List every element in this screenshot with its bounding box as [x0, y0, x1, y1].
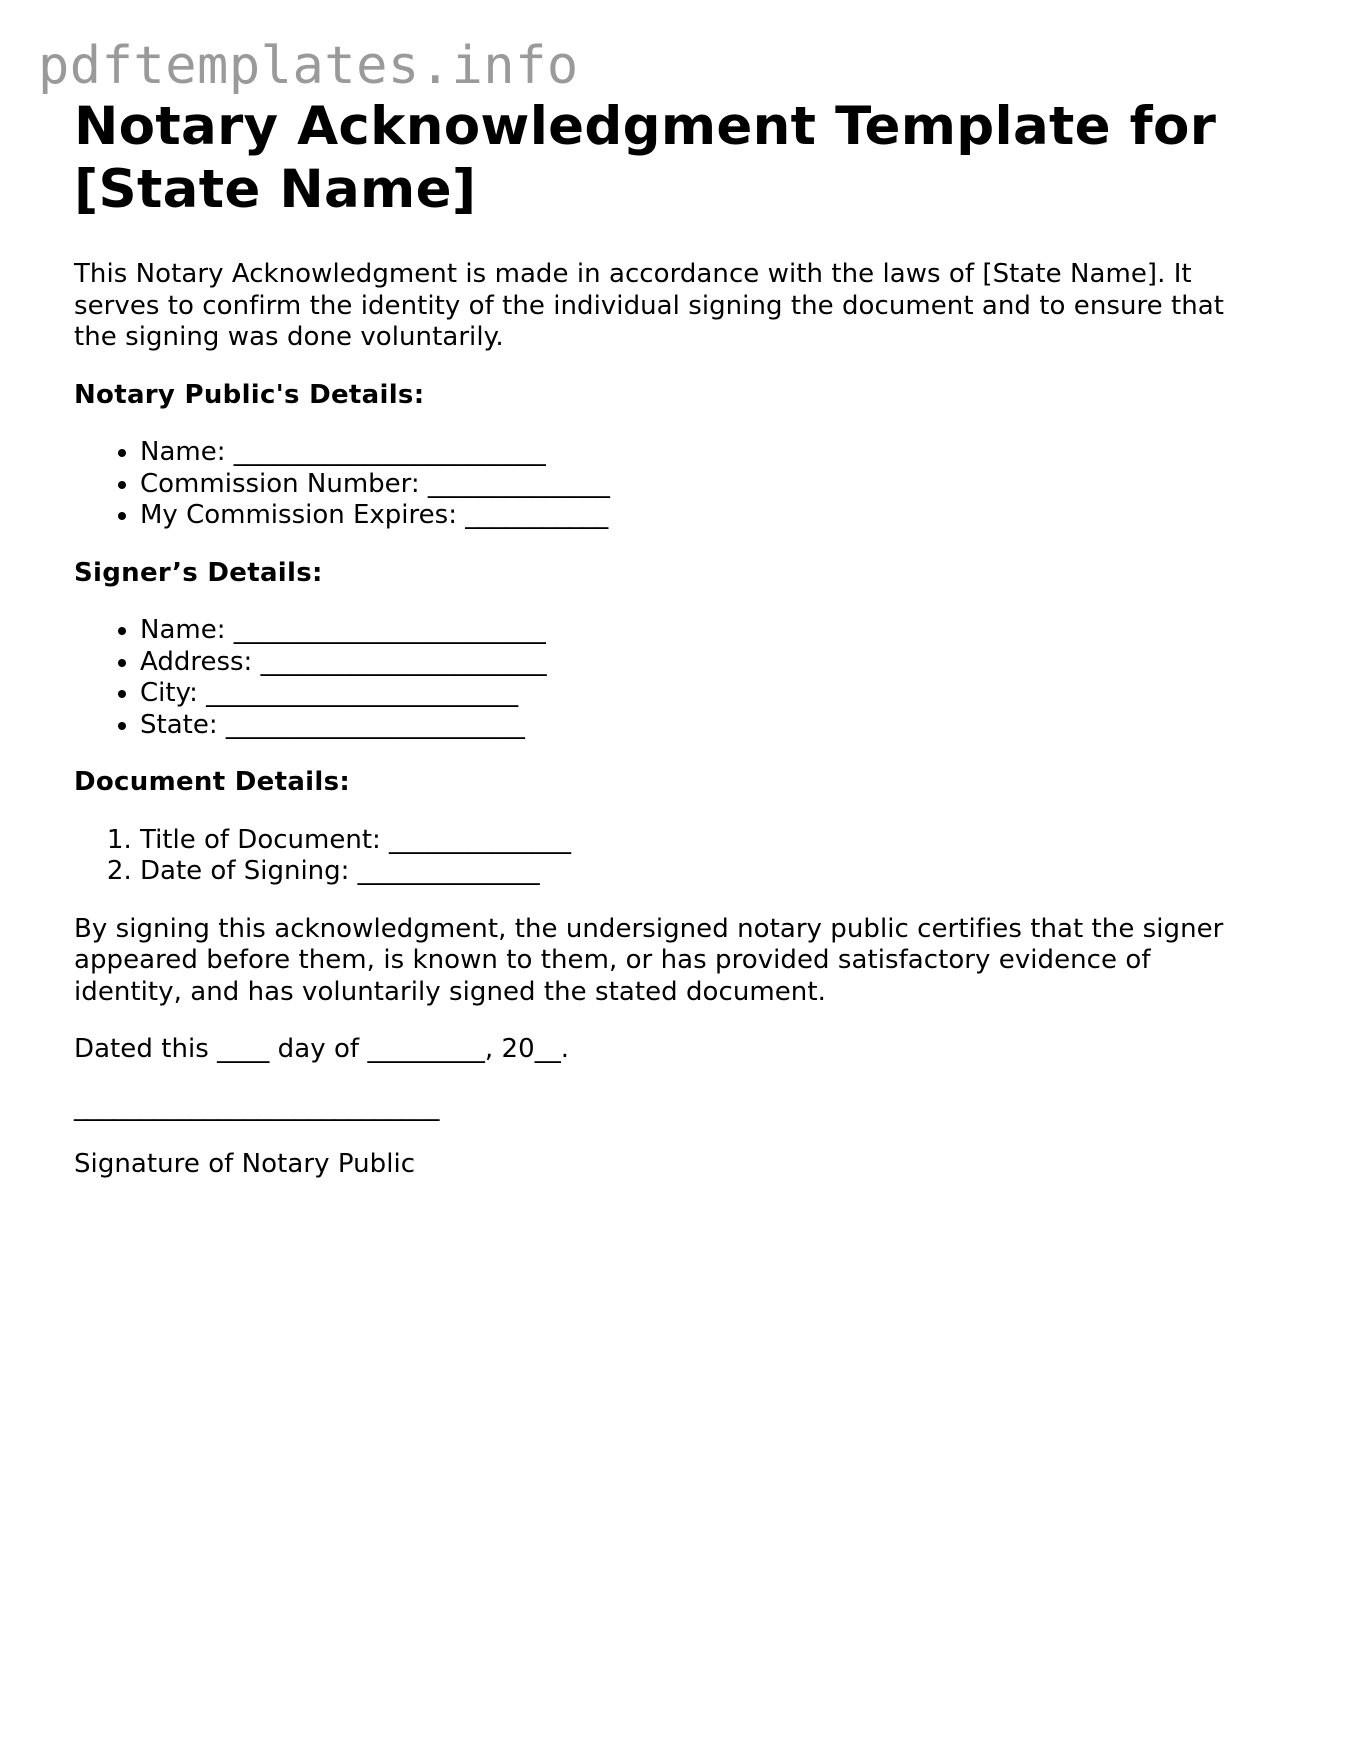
signer-details-heading: Signer’s Details:: [74, 557, 323, 588]
signer-address-field: • Address: ______________________: [140, 647, 1254, 679]
document-details-heading: Document Details:: [74, 767, 351, 797]
watermark: pdftemplates.info: [38, 36, 579, 96]
document-title-field: 1. Title of Document: ______________: [140, 825, 1254, 857]
notary-details-heading: Notary Public's Details:: [74, 379, 425, 410]
signer-details-list: [74, 615, 1254, 741]
signer-name-field: • Name: ________________________: [140, 615, 1254, 647]
page-title: [74, 95, 1254, 221]
notary-commission-expires-field: • My Commission Expires: ___________: [140, 500, 1254, 532]
document-page: [74, 95, 1254, 1181]
notary-name-field: • Name: ________________________: [140, 437, 1254, 469]
page-title-line-1: Notary Acknowledgment Template for: [74, 96, 1217, 157]
document-details-list: [74, 825, 1254, 888]
date-of-signing-field: 2. Date of Signing: ______________: [140, 856, 1254, 888]
intro-paragraph: This Notary Acknowledgment is made in accordance with the laws of [State Name]. It serves to confirm the identity of the individual signing the document and to ensure that the signing was done voluntarily.: [74, 259, 1224, 352]
certification-paragraph: By signing this acknowledgment, the undersigned notary public certifies that the signer appeared before them, is known to them, or has provided satisfactory evidence of identity, and has voluntarily signed the stated document.: [74, 913, 1224, 1007]
notary-commission-number-field: • Commission Number: ______________: [140, 469, 1254, 501]
notary-details-list: [74, 437, 1254, 532]
signer-state-field: • State: _______________________: [140, 710, 1254, 742]
page-title-line-2: [State Name]: [74, 159, 477, 220]
signer-city-field: • City: ________________________: [140, 678, 1254, 710]
dated-line: Dated this ____ day of _________, 20__.: [74, 1034, 570, 1064]
signature-label: Signature of Notary Public: [74, 1149, 416, 1179]
signature-line: ____________________________: [74, 1091, 440, 1122]
